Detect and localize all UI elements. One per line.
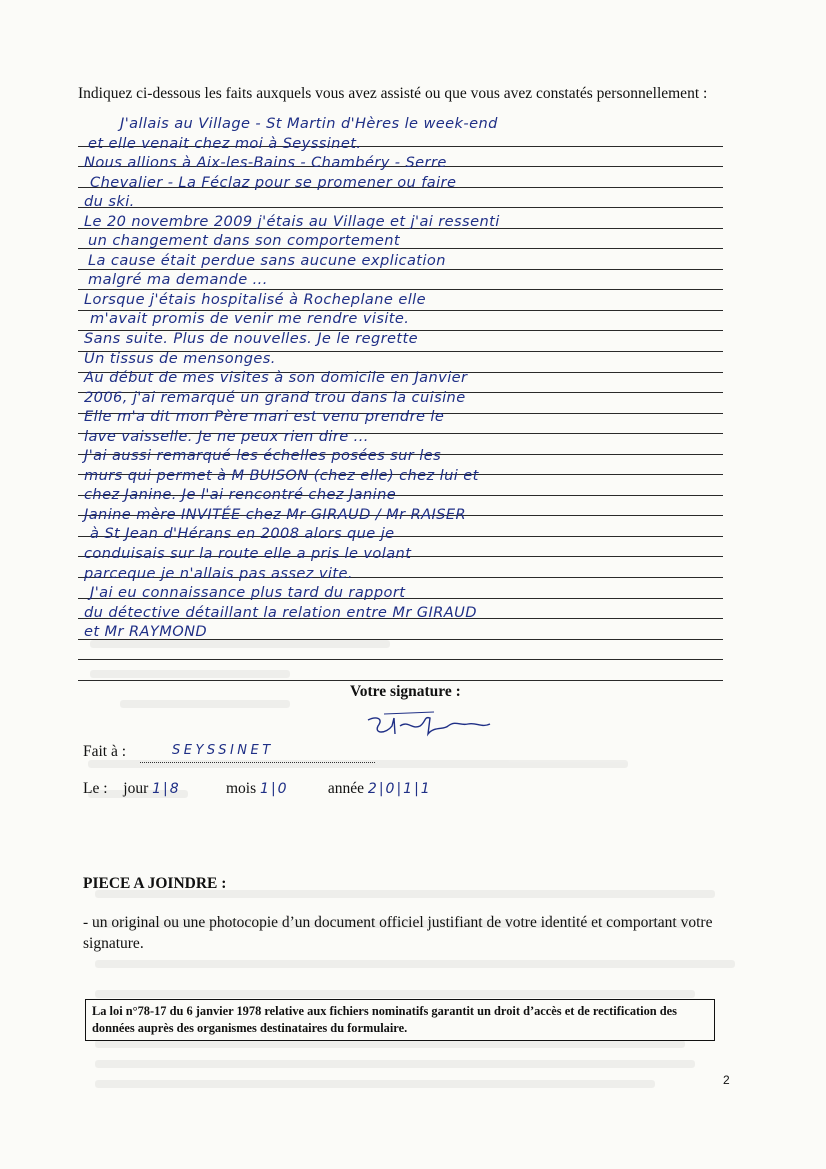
signature-mark[interactable] bbox=[364, 704, 494, 744]
handwritten-line: à St Jean d'Hérans en 2008 alors que je bbox=[90, 525, 395, 543]
handwritten-line: du détective détaillant la relation entre Mr GIRAUD bbox=[84, 603, 477, 621]
page-number: 2 bbox=[723, 1073, 730, 1087]
piece-a-joindre-text: - un original ou une photocopie d’un document officiel justifiant de votre identité et comportant votre signature. bbox=[83, 914, 713, 952]
handwritten-line: J'allais au Village - St Martin d'Hères le week-end bbox=[120, 115, 498, 132]
handwritten-line: malgré ma demande ... bbox=[88, 271, 268, 289]
handwritten-line: J'ai aussi remarqué les échelles posées sur les bbox=[84, 447, 442, 465]
handwritten-line: Janine mère INVITÉE chez Mr GIRAUD / Mr RAISER bbox=[84, 505, 467, 523]
handwritten-line: Le 20 novembre 2009 j'étais au Village et j'ai ressenti bbox=[84, 212, 500, 230]
handwritten-line: du ski. bbox=[84, 193, 135, 211]
handwritten-line: et elle venait chez moi à Seyssinet. bbox=[88, 134, 362, 152]
handwritten-line: Au début de mes visites à son domicile en Janvier bbox=[84, 369, 468, 387]
mois-label: mois bbox=[226, 780, 257, 797]
handwritten-line bbox=[82, 642, 742, 662]
handwritten-line: lave vaisselle. Je ne peux rien dire ... bbox=[84, 427, 369, 445]
piece-a-joindre-title: PIECE A JOINDRE : bbox=[83, 875, 227, 892]
handwritten-line: Chevalier - La Féclaz pour se promener ou faire bbox=[90, 173, 457, 191]
le-label: Le : bbox=[83, 780, 108, 797]
handwritten-line: Lorsque j'étais hospitalisé à Rocheplane elle bbox=[84, 290, 426, 308]
handwritten-line: Sans suite. Plus de nouvelles. Je le regrette bbox=[84, 330, 419, 348]
handwritten-line bbox=[82, 661, 742, 681]
handwritten-line: chez Janine. Je l'ai rencontré chez Janine bbox=[84, 486, 397, 504]
handwritten-line: La cause était perdue sans aucune explication bbox=[88, 251, 446, 269]
jour-label: jour bbox=[123, 780, 149, 797]
date-row bbox=[83, 780, 432, 798]
jour-field[interactable]: 1|8 bbox=[152, 781, 181, 797]
handwritten-line: Elle m'a dit mon Père mari est venu prendre le bbox=[84, 408, 445, 426]
annee-label: année bbox=[327, 780, 365, 797]
handwritten-line: m'avait promis de venir me rendre visite. bbox=[90, 310, 410, 328]
mois-field[interactable]: 1|0 bbox=[260, 781, 289, 797]
handwritten-line: et Mr RAYMOND bbox=[84, 623, 208, 641]
handwritten-statement[interactable] bbox=[82, 114, 742, 681]
fait-a-field[interactable]: SEYSSINET bbox=[140, 743, 375, 763]
fait-a-label: Fait à : bbox=[83, 743, 127, 760]
annee-field[interactable]: 2|0|1|1 bbox=[367, 781, 432, 797]
handwritten-line: Un tissus de mensonges. bbox=[84, 349, 276, 367]
handwritten-line: Nous allions à Aix-les-Bains - Chambéry - Serre bbox=[84, 154, 447, 172]
law-notice: La loi n°78-17 du 6 janvier 1978 relative aux fichiers nominatifs garantit un droit d’accès et de rectification des données auprès des organismes destinataires du formulaire. bbox=[85, 999, 715, 1041]
handwritten-line: 2006, j'ai remarqué un grand trou dans la cuisine bbox=[84, 388, 466, 406]
handwritten-line: un changement dans son comportement bbox=[88, 232, 400, 250]
handwritten-line: conduisais sur la route elle a pris le volant bbox=[84, 545, 412, 563]
signature-label: Votre signature : bbox=[350, 683, 461, 700]
intro-text: Indiquez ci-dessous les faits auxquels vous avez assisté ou que vous avez constatés personnellement : bbox=[78, 85, 708, 102]
handwritten-line: J'ai eu connaissance plus tard du rapport bbox=[90, 584, 406, 602]
handwritten-line: murs qui permet à M BUISON (chez elle) chez lui et bbox=[84, 466, 479, 484]
handwritten-line: parceque je n'allais pas assez vite. bbox=[84, 564, 353, 582]
